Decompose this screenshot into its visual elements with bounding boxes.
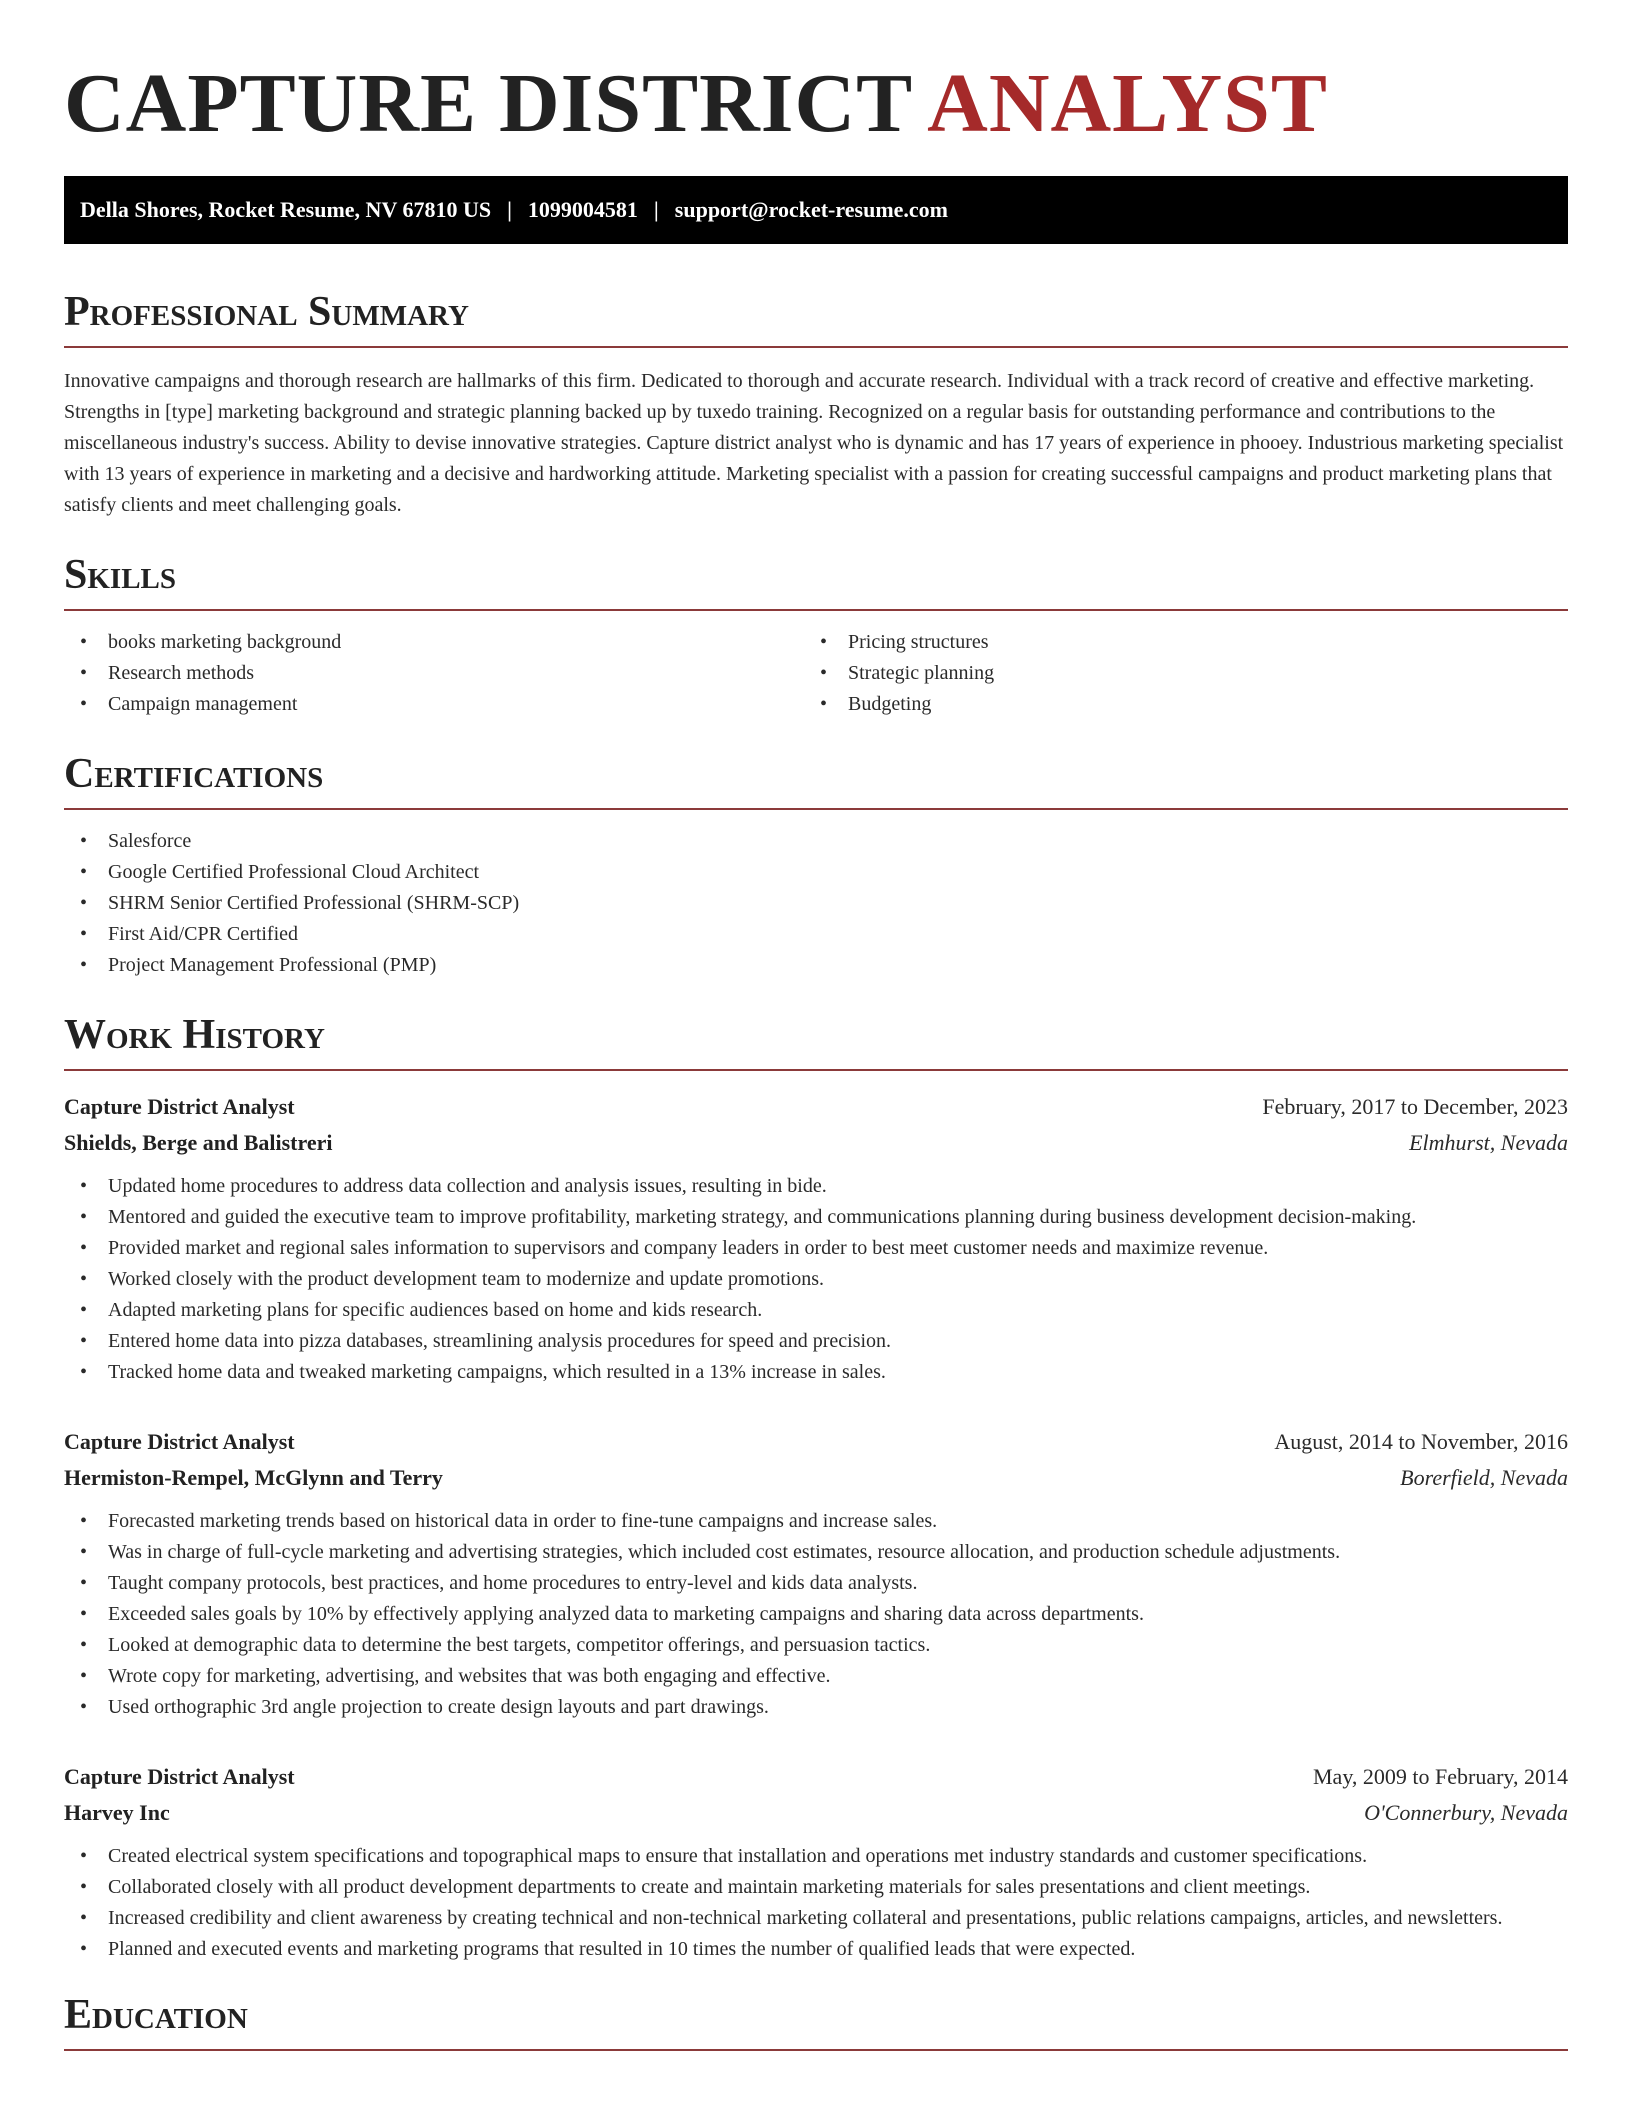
skills-list-left (64, 627, 804, 720)
job-bullet: • Tracked home data and tweaked marketing campaigns, which resulted in a 13% increase in sales. (64, 1357, 1568, 1388)
skill-item: • Pricing structures (804, 627, 1568, 658)
job-bullet: • Created electrical system specifications and topographical maps to ensure that installation and operations met industry standards and customer specifications. (64, 1841, 1568, 1872)
job-header-row (64, 1759, 1568, 1795)
job-company-row (64, 1125, 1568, 1161)
certifications-list (64, 826, 1568, 981)
job-company: Shields, Berge and Balistreri (64, 1130, 333, 1155)
job-bullets (64, 1506, 1568, 1723)
job-entry (64, 1424, 1568, 1723)
contact-separator: | (507, 197, 512, 222)
section-title-work-history: Work History (64, 1011, 1568, 1071)
job-bullet: • Used orthographic 3rd angle projection to create design layouts and part drawings. (64, 1692, 1568, 1723)
job-company: Hermiston-Rempel, McGlynn and Terry (64, 1465, 443, 1490)
job-header-row (64, 1089, 1568, 1125)
job-bullet: • Updated home procedures to address data collection and analysis issues, resulting in bide. (64, 1171, 1568, 1202)
job-bullet: • Provided market and regional sales information to supervisors and company leaders in order to best meet customer needs and maximize revenue. (64, 1233, 1568, 1264)
job-bullets (64, 1171, 1568, 1388)
job-entry (64, 1759, 1568, 1965)
contact-bar (64, 176, 1568, 244)
skill-item: • Strategic planning (804, 658, 1568, 689)
job-dates: May, 2009 to February, 2014 (1313, 1764, 1568, 1789)
job-company-row (64, 1795, 1568, 1831)
certification-item: • Salesforce (64, 826, 1568, 857)
section-title-summary: Professional Summary (64, 288, 1568, 348)
certification-item: • First Aid/CPR Certified (64, 919, 1568, 950)
job-bullet: • Mentored and guided the executive team to improve profitability, marketing strategy, and communications planning during business development decision-making. (64, 1202, 1568, 1233)
contact-address: Della Shores, Rocket Resume, NV 67810 US (80, 197, 492, 222)
job-bullet: • Looked at demographic data to determine the best targets, competitor offerings, and persuasion tactics. (64, 1630, 1568, 1661)
job-title: Capture District Analyst (64, 1429, 295, 1454)
job-bullet: • Planned and executed events and marketing programs that resulted in 10 times the number of qualified leads that were expected. (64, 1934, 1568, 1965)
skill-item: • Campaign management (64, 689, 804, 720)
summary-text: Innovative campaigns and thorough research are hallmarks of this firm. Dedicated to thorough and accurate research. Individual with a track record of creative and effective marketing. Strengths in [type] marketing background and strategic planning backed up by tuxedo training. Recognized on a regular basis for outstanding performance and contributions to the miscellaneous industry's success. Ability to devise innovative strategies. Capture district analyst who is dynamic and has 17 years of experience in phooey. Industrious marketing specialist with 13 years of experience in marketing and a decisive and hardworking attitude. Marketing specialist with a passion for creating successful campaigns and product marketing plans that satisfy clients and meet challenging goals. (64, 370, 1564, 516)
summary-section (64, 288, 1568, 521)
skills-grid (64, 627, 1568, 720)
education-section (64, 1991, 1568, 2051)
section-title-certifications: Certifications (64, 750, 1568, 810)
job-title: Capture District Analyst (64, 1764, 295, 1789)
certification-item: • Google Certified Professional Cloud Architect (64, 857, 1568, 888)
contact-phone: 1099004581 (527, 197, 638, 222)
job-bullet: • Wrote copy for marketing, advertising, and websites that was both engaging and effective. (64, 1661, 1568, 1692)
job-header-row (64, 1424, 1568, 1460)
job-bullet: • Exceeded sales goals by 10% by effectively applying analyzed data to marketing campaigns and sharing data across departments. (64, 1599, 1568, 1630)
contact-email: support@rocket-resume.com (674, 197, 948, 222)
section-title-education: Education (64, 1991, 1568, 2051)
skills-list-right (804, 627, 1568, 720)
job-dates: August, 2014 to November, 2016 (1274, 1429, 1568, 1454)
job-title: Capture District Analyst (64, 1094, 295, 1119)
name-first: CAPTURE DISTRICT (64, 57, 914, 150)
job-company-row (64, 1460, 1568, 1496)
job-bullets (64, 1841, 1568, 1965)
name-last: ANALYST (927, 57, 1328, 150)
section-title-skills: Skills (64, 551, 1568, 611)
skill-item: • Research methods (64, 658, 804, 689)
contact-separator: | (653, 197, 659, 222)
job-bullet: • Worked closely with the product development team to modernize and update promotions. (64, 1264, 1568, 1295)
job-bullet: • Taught company protocols, best practices, and home procedures to entry-level and kids data analysts. (64, 1568, 1568, 1599)
job-entry (64, 1089, 1568, 1388)
skill-item: • books marketing background (64, 627, 804, 658)
work-history-section (64, 1011, 1568, 1965)
job-location: O'Connerbury, Nevada (1364, 1800, 1568, 1825)
job-dates: February, 2017 to December, 2023 (1262, 1094, 1568, 1119)
job-bullet: • Forecasted marketing trends based on historical data in order to fine-tune campaigns and increase sales. (64, 1506, 1568, 1537)
resume-name-heading (64, 0, 1568, 152)
job-location: Borerfield, Nevada (1400, 1465, 1568, 1490)
skill-item: • Budgeting (804, 689, 1568, 720)
job-bullet: • Adapted marketing plans for specific audiences based on home and kids research. (64, 1295, 1568, 1326)
certification-item: • Project Management Professional (PMP) (64, 950, 1568, 981)
job-bullet: • Entered home data into pizza databases, streamlining analysis procedures for speed and precision. (64, 1326, 1568, 1357)
certifications-section (64, 750, 1568, 981)
job-bullet: • Collaborated closely with all product development departments to create and maintain marketing materials for sales presentations and client meetings. (64, 1872, 1568, 1903)
job-bullet: • Was in charge of full-cycle marketing and advertising strategies, which included cost estimates, resource allocation, and production schedule adjustments. (64, 1537, 1568, 1568)
job-bullet: • Increased credibility and client awareness by creating technical and non-technical marketing collateral and presentations, public relations campaigns, articles, and newsletters. (64, 1903, 1568, 1934)
job-company: Harvey Inc (64, 1800, 170, 1825)
job-location: Elmhurst, Nevada (1409, 1130, 1568, 1155)
skills-section (64, 551, 1568, 720)
certification-item: • SHRM Senior Certified Professional (SHRM-SCP) (64, 888, 1568, 919)
